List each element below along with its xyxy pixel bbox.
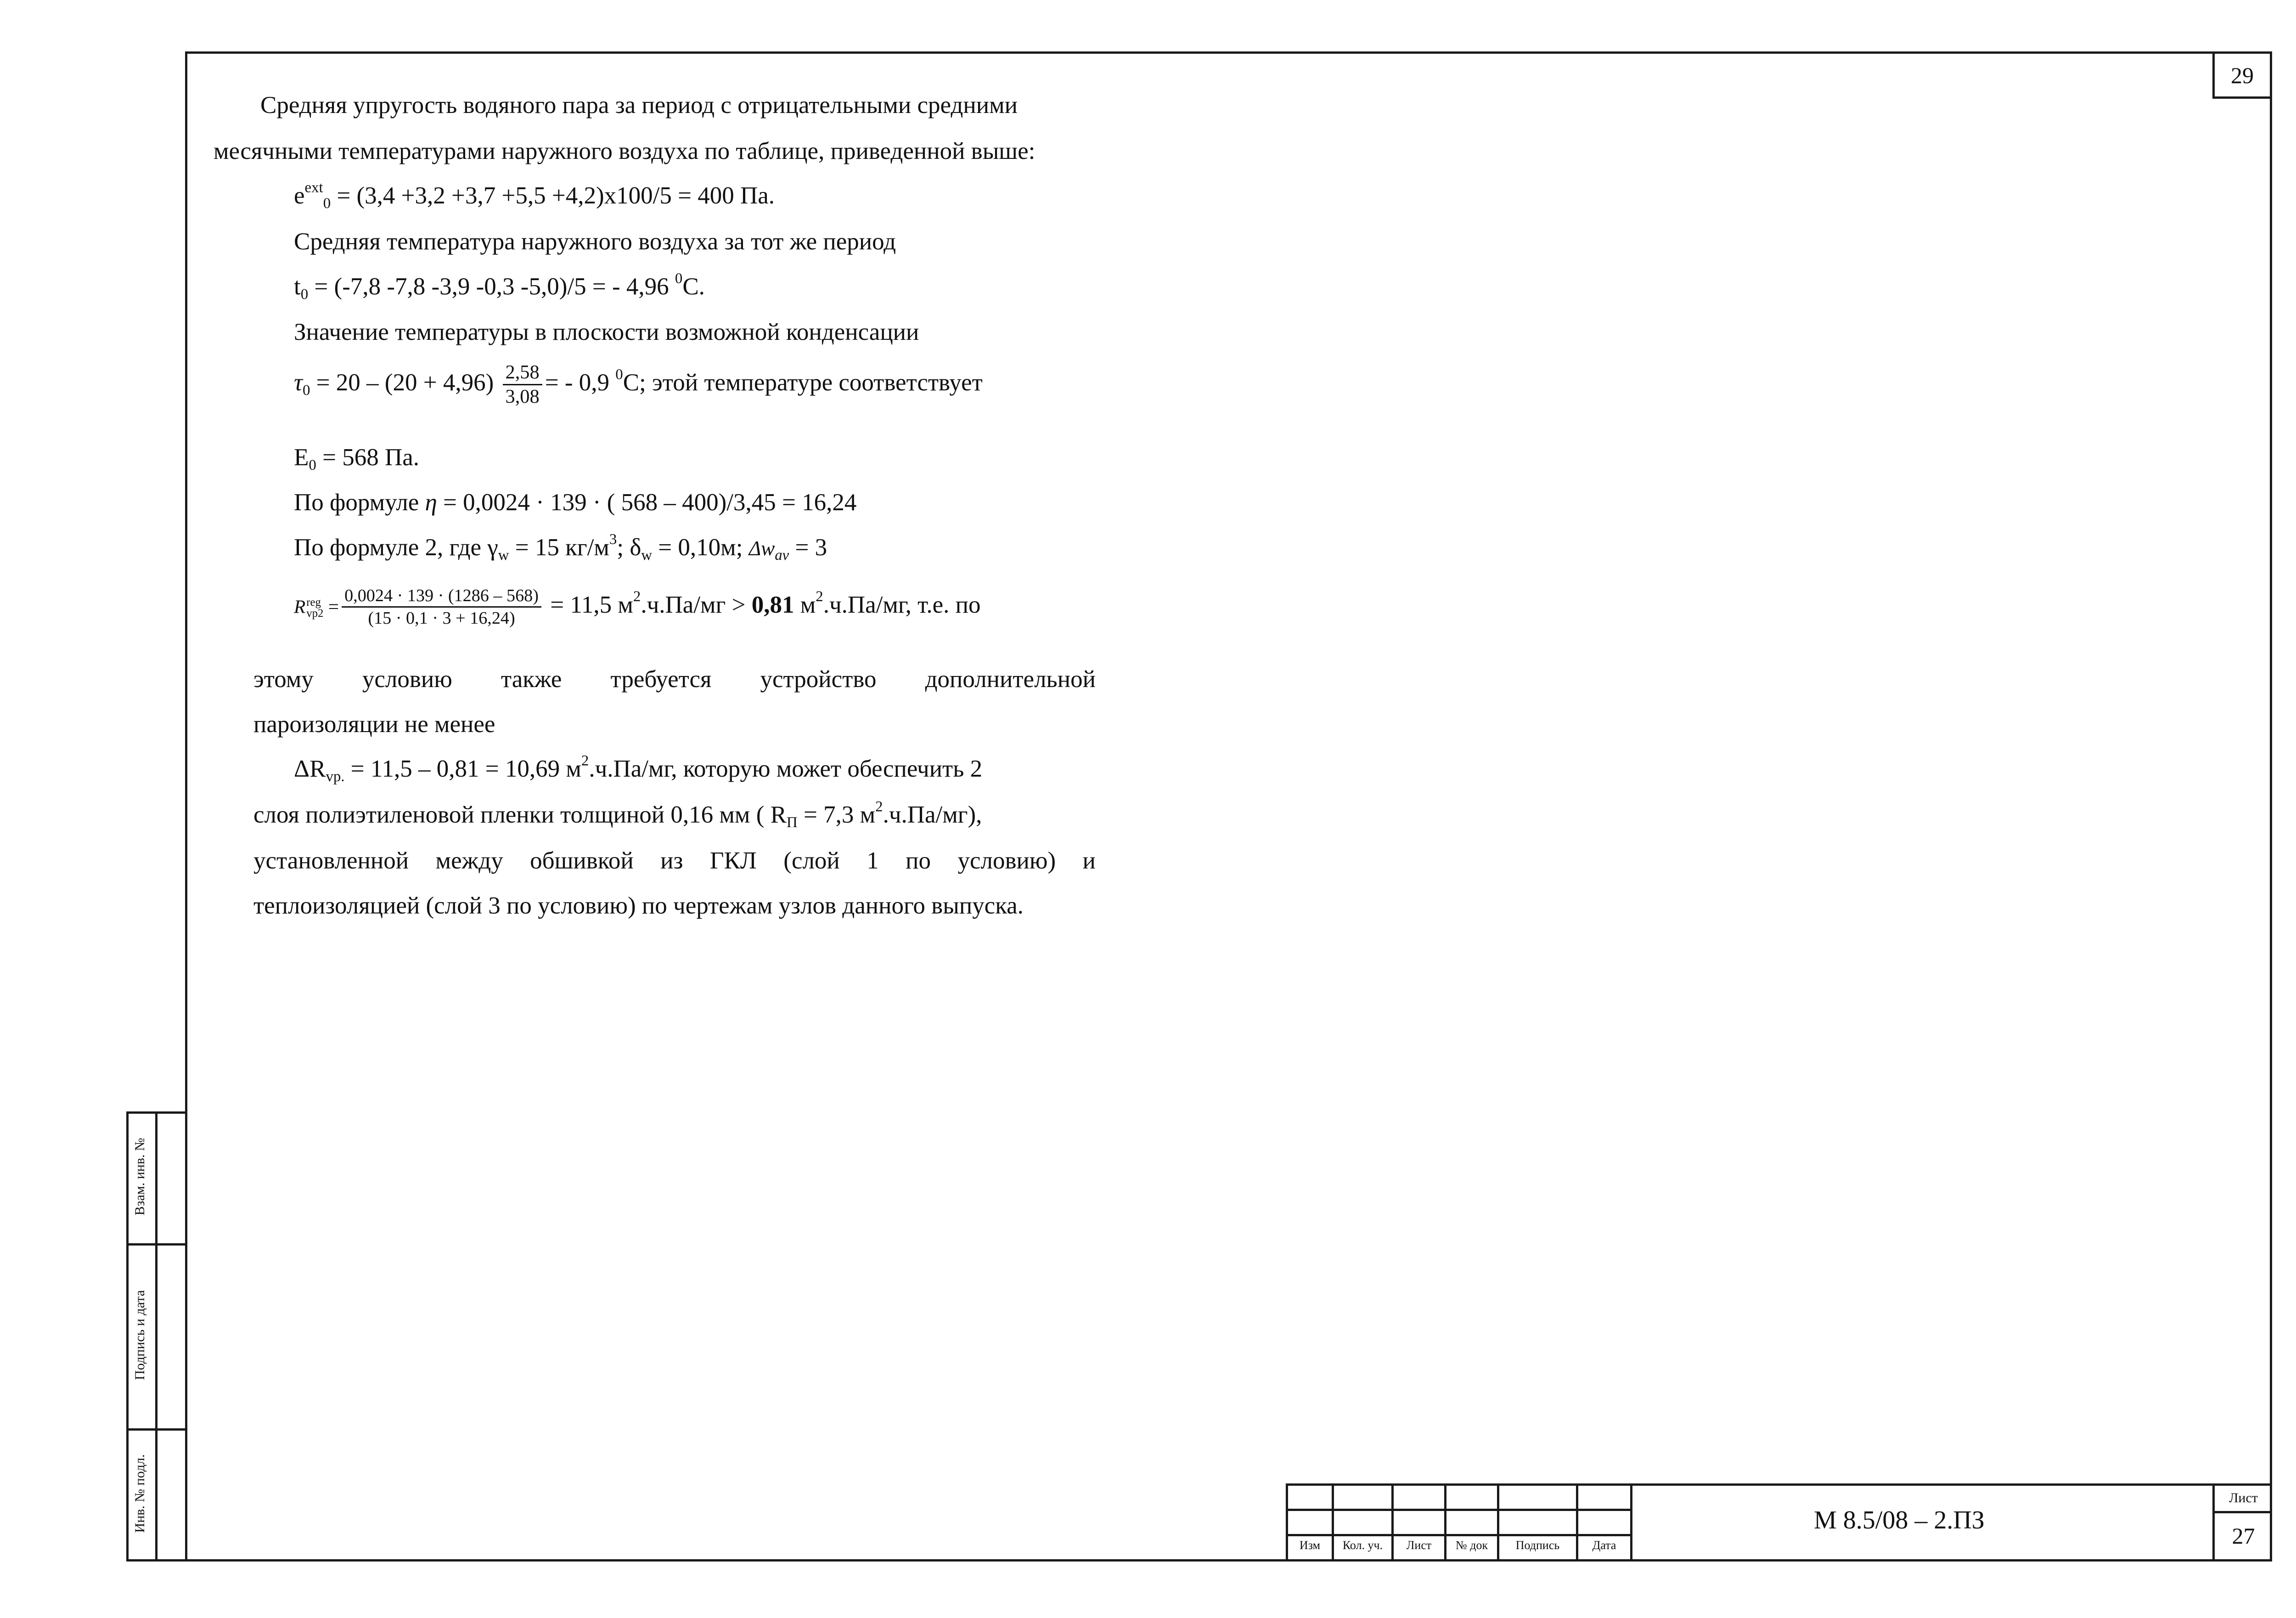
eq2-expression: = (-7,8 -7,8 -3,9 -0,3 -5,0)/5 = - 4,96 xyxy=(308,273,675,300)
eq6-sub-av: av xyxy=(775,547,789,564)
word: по xyxy=(906,847,931,874)
eq10-symbol: ΔR xyxy=(294,755,326,782)
equation-parameters xyxy=(294,531,827,564)
col-izm: Изм xyxy=(1299,1539,1321,1552)
eq3-denominator: 3,08 xyxy=(505,386,540,408)
eq7-equals: = xyxy=(323,595,339,617)
eq6-sub-delta: w xyxy=(641,547,653,564)
strip-row-divider-2 xyxy=(126,1428,187,1431)
strip-divider xyxy=(155,1111,158,1562)
line11-sup-square: 2 xyxy=(875,798,883,815)
tb-col-6 xyxy=(1630,1483,1632,1562)
eq4-subscript: 0 xyxy=(309,457,316,474)
eq5-prefix: По формуле xyxy=(294,489,425,516)
eq7-fraction xyxy=(342,587,541,627)
side-stamp-strip xyxy=(126,1111,187,1562)
eq2-subscript: 0 xyxy=(300,286,309,303)
line-justified-8 xyxy=(253,667,1096,692)
eq10-sup-square: 2 xyxy=(581,752,589,769)
eq6-sup-cubic: 3 xyxy=(609,531,617,548)
paragraph-1-line-2: месячными температурами наружного воздуха по таблице, приведенной выше: xyxy=(214,138,1035,164)
eq3-expression: = 20 – (20 + 4,96) xyxy=(310,369,500,396)
eq3-degree: 0 xyxy=(615,366,623,383)
eq3-numerator: 2,58 xyxy=(503,363,542,385)
strip-border-left xyxy=(126,1111,129,1562)
eq7-sup-square: 2 xyxy=(633,588,641,605)
eq3-tau: τ xyxy=(294,369,303,396)
eq6-gamma-value: = 15 кг/м xyxy=(509,534,609,561)
eq6-prefix: По формуле 2, где γ xyxy=(294,534,498,561)
eq3-result: = - 0,9 xyxy=(545,369,616,396)
eq4-expression: = 568 Па. xyxy=(316,444,420,471)
line-13: теплоизоляцией (слой 3 по условию) по чертежам узлов данного выпуска. xyxy=(253,892,1024,919)
word: требуется xyxy=(610,666,712,693)
eq6-delta-value: = 0,10м; xyxy=(652,534,749,561)
tb-row-2 xyxy=(1286,1534,1630,1536)
tb-top xyxy=(1286,1483,2272,1486)
word: установленной xyxy=(253,847,409,874)
line11-subscript: П xyxy=(786,814,798,831)
equation-mean-temperature xyxy=(294,270,705,303)
paragraph-3: Значение температуры в плоскости возможной конденсации xyxy=(294,319,919,345)
eq7-unit-compare: .ч.Па/мг > xyxy=(641,591,752,618)
eq7-subscript: vp2 xyxy=(306,607,324,620)
label-original-inv: Инв. № подл. xyxy=(132,1454,147,1533)
word: устройство xyxy=(760,666,877,693)
line11-text-a: слоя полиэтиленовой пленки толщиной 0,16 мм ( R xyxy=(253,801,787,828)
word: (слой xyxy=(783,847,840,874)
eq7-value: = 11,5 м xyxy=(544,591,633,618)
eq7-superscript: reg xyxy=(306,596,321,609)
col-kol-uch: Кол. уч. xyxy=(1342,1539,1383,1552)
col-signature: Подпись xyxy=(1515,1539,1560,1552)
word: этому xyxy=(253,666,314,693)
word: ГКЛ xyxy=(709,847,757,874)
line11-text-c: .ч.Па/мг), xyxy=(883,801,982,828)
label-signature-date: Подпись и дата xyxy=(132,1290,147,1380)
document-designation: М 8.5/08 – 2.ПЗ xyxy=(1814,1506,1985,1534)
eq1-superscript: ext xyxy=(304,179,323,196)
equation-saturation-pressure xyxy=(294,444,420,474)
line-9: пароизоляции не менее xyxy=(253,711,495,738)
eq7-sup-square-2: 2 xyxy=(816,588,823,605)
eq7-denominator: (15 · 0,1 · 3 + 16,24) xyxy=(368,609,515,628)
word: и xyxy=(1082,847,1096,874)
col-doc-no: № док xyxy=(1455,1539,1488,1552)
eq7-numerator: 0,0024 · 139 · (1286 – 568) xyxy=(342,587,541,608)
eq6-delta: ; δ xyxy=(617,534,642,561)
eq10-expression: = 11,5 – 0,81 = 10,69 м xyxy=(344,755,581,782)
col-list: Лист xyxy=(1406,1539,1432,1552)
word: обшивкой xyxy=(530,847,634,874)
word: дополнительной xyxy=(925,666,1096,693)
eq10-trailing-text: .ч.Па/мг, которую может обеспечить 2 xyxy=(589,755,983,782)
tb-sheet-divider xyxy=(2212,1511,2272,1513)
title-block xyxy=(1286,1483,2272,1562)
line-justified-12 xyxy=(253,849,1096,873)
word: между xyxy=(435,847,503,874)
col-date: Дата xyxy=(1592,1539,1616,1552)
paragraph-1-line-1: Средняя упругость водяного пара за период с отрицательными средними xyxy=(260,92,1018,118)
line11-text-b: = 7,3 м xyxy=(797,801,876,828)
eq5-expression: = 0,0024 · 139 · ( 568 – 400)/3,45 = 16,24 xyxy=(437,489,857,516)
eq6-delta-w-value: = 3 xyxy=(789,534,827,561)
sheet-number: 27 xyxy=(2232,1523,2255,1549)
eq10-subscript: vp. xyxy=(326,768,345,785)
eq6-sub-gamma: w xyxy=(498,547,509,564)
word: условию xyxy=(362,666,452,693)
eq4-symbol: E xyxy=(294,444,309,471)
page-number-box xyxy=(2212,51,2272,99)
paragraph-2: Средняя температура наружного воздуха за тот же период xyxy=(294,228,896,255)
eq1-symbol: e xyxy=(294,182,305,209)
eq7-lhs xyxy=(294,597,339,620)
eq5-eta: η xyxy=(425,489,437,516)
eq7-unit-m: м xyxy=(794,591,816,618)
eq3-subscript: 0 xyxy=(302,382,310,399)
equation-eta xyxy=(294,490,856,515)
strip-border-top xyxy=(126,1111,187,1114)
eq1-expression: = (3,4 +3,2 +3,7 +5,5 +4,2)x100/5 = 400 Па. xyxy=(331,182,775,209)
strip-row-divider-1 xyxy=(126,1243,187,1246)
eq6-delta-w: Δw xyxy=(748,537,775,560)
page-number: 29 xyxy=(2231,62,2254,88)
equation-condensation-temperature xyxy=(294,363,983,407)
word: также xyxy=(501,666,562,693)
eq7-threshold: 0,81 xyxy=(751,591,794,618)
equation-delta-resistance xyxy=(294,752,1096,785)
word: условию) xyxy=(957,847,1056,874)
strip-border-bottom xyxy=(126,1559,187,1562)
eq3-trailing-text: С; этой температуре соответствует xyxy=(623,369,983,396)
sheet-label: Лист xyxy=(2229,1490,2258,1505)
eq7-R: R xyxy=(294,595,306,617)
label-replacement-inv: Взам. инв. № xyxy=(132,1138,147,1216)
line-11 xyxy=(253,798,982,831)
eq2-degree: 0 xyxy=(675,270,683,287)
word: из xyxy=(660,847,683,874)
equation-required-resistance xyxy=(294,587,981,627)
eq1-subscript: 0 xyxy=(323,195,331,212)
eq2-unit: С. xyxy=(682,273,705,300)
tb-row-1 xyxy=(1286,1509,1630,1511)
eq7-trailing-text: .ч.Па/мг, т.е. по xyxy=(823,591,981,618)
eq3-fraction xyxy=(503,363,542,407)
eq2-symbol: t xyxy=(294,273,301,300)
eq7-indices xyxy=(306,597,323,620)
equation-vapor-pressure xyxy=(294,179,775,212)
word: 1 xyxy=(867,847,879,874)
